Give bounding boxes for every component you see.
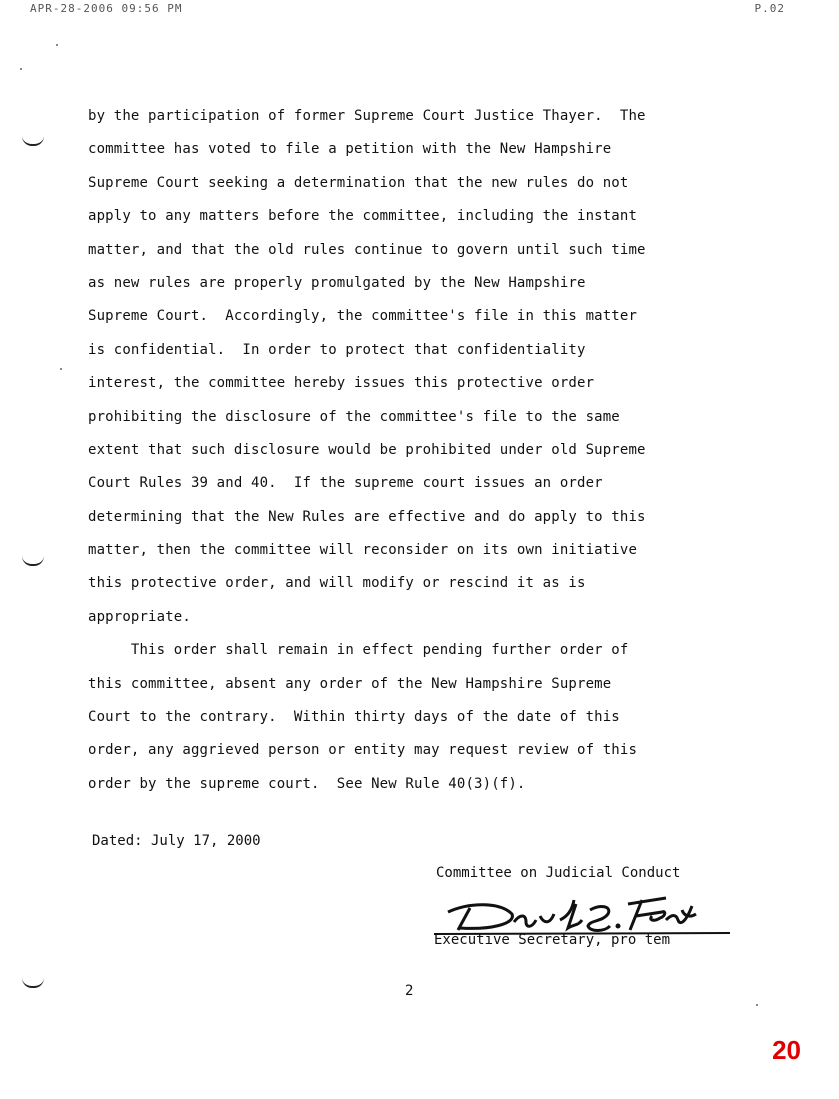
body-line: order, any aggrieved person or entity may request review of this (88, 742, 638, 759)
body-line: prohibiting the disclosure of the committee's file to the same (88, 408, 620, 425)
fax-page-indicator: P.02 (754, 2, 785, 15)
body-line: apply to any matters before the committee, including the instant (88, 208, 638, 225)
date-line: Dated: July 17, 2000 (92, 833, 261, 849)
body-line: this committee, absent any order of the New Hampshire Supreme (88, 675, 612, 692)
punch-hole-mark (22, 136, 44, 146)
body-line: Supreme Court seeking a determination that the new rules do not (88, 174, 629, 191)
body-line: This order shall remain in effect pending further order of (88, 642, 629, 659)
body-line: is confidential. In order to protect that confidentiality (88, 341, 586, 358)
bates-stamp-number: 20 (772, 1035, 801, 1065)
document-body (88, 100, 748, 801)
body-line: determining that the New Rules are effective and do apply to this (88, 508, 646, 525)
punch-hole-mark (22, 978, 44, 988)
punch-hole-mark (22, 556, 44, 566)
speck (56, 44, 58, 46)
body-line: Supreme Court. Accordingly, the committee's file in this matter (88, 308, 638, 325)
body-line: appropriate. (88, 608, 191, 625)
body-line: by the participation of former Supreme Court Justice Thayer. The (88, 108, 646, 124)
body-line: interest, the committee hereby issues this protective order (88, 375, 595, 392)
body-line: Court to the contrary. Within thirty days of the date of this (88, 709, 620, 726)
speck (756, 1004, 758, 1006)
body-line: committee has voted to file a petition with the New Hampshire (88, 141, 612, 158)
body-line: as new rules are properly promulgated by the New Hampshire (88, 274, 586, 291)
committee-name: Committee on Judicial Conduct (436, 865, 681, 881)
speck (20, 68, 22, 70)
body-line: matter, and that the old rules continue to govern until such time (88, 241, 646, 258)
body-line: order by the supreme court. See New Rule 40(3)(f). (88, 775, 526, 792)
body-line: matter, then the committee will reconsider on its own initiative (88, 542, 638, 559)
executive-title: Executive Secretary, pro tem (434, 932, 671, 948)
body-line: Court Rules 39 and 40. If the supreme court issues an order (88, 475, 603, 492)
page-number: 2 (405, 983, 414, 999)
body-line: this protective order, and will modify or rescind it as is (88, 575, 586, 592)
body-line: extent that such disclosure would be prohibited under old Supreme (88, 441, 646, 458)
fax-header: APR-28-2006 09:56 PM (30, 2, 183, 15)
speck (60, 368, 62, 370)
